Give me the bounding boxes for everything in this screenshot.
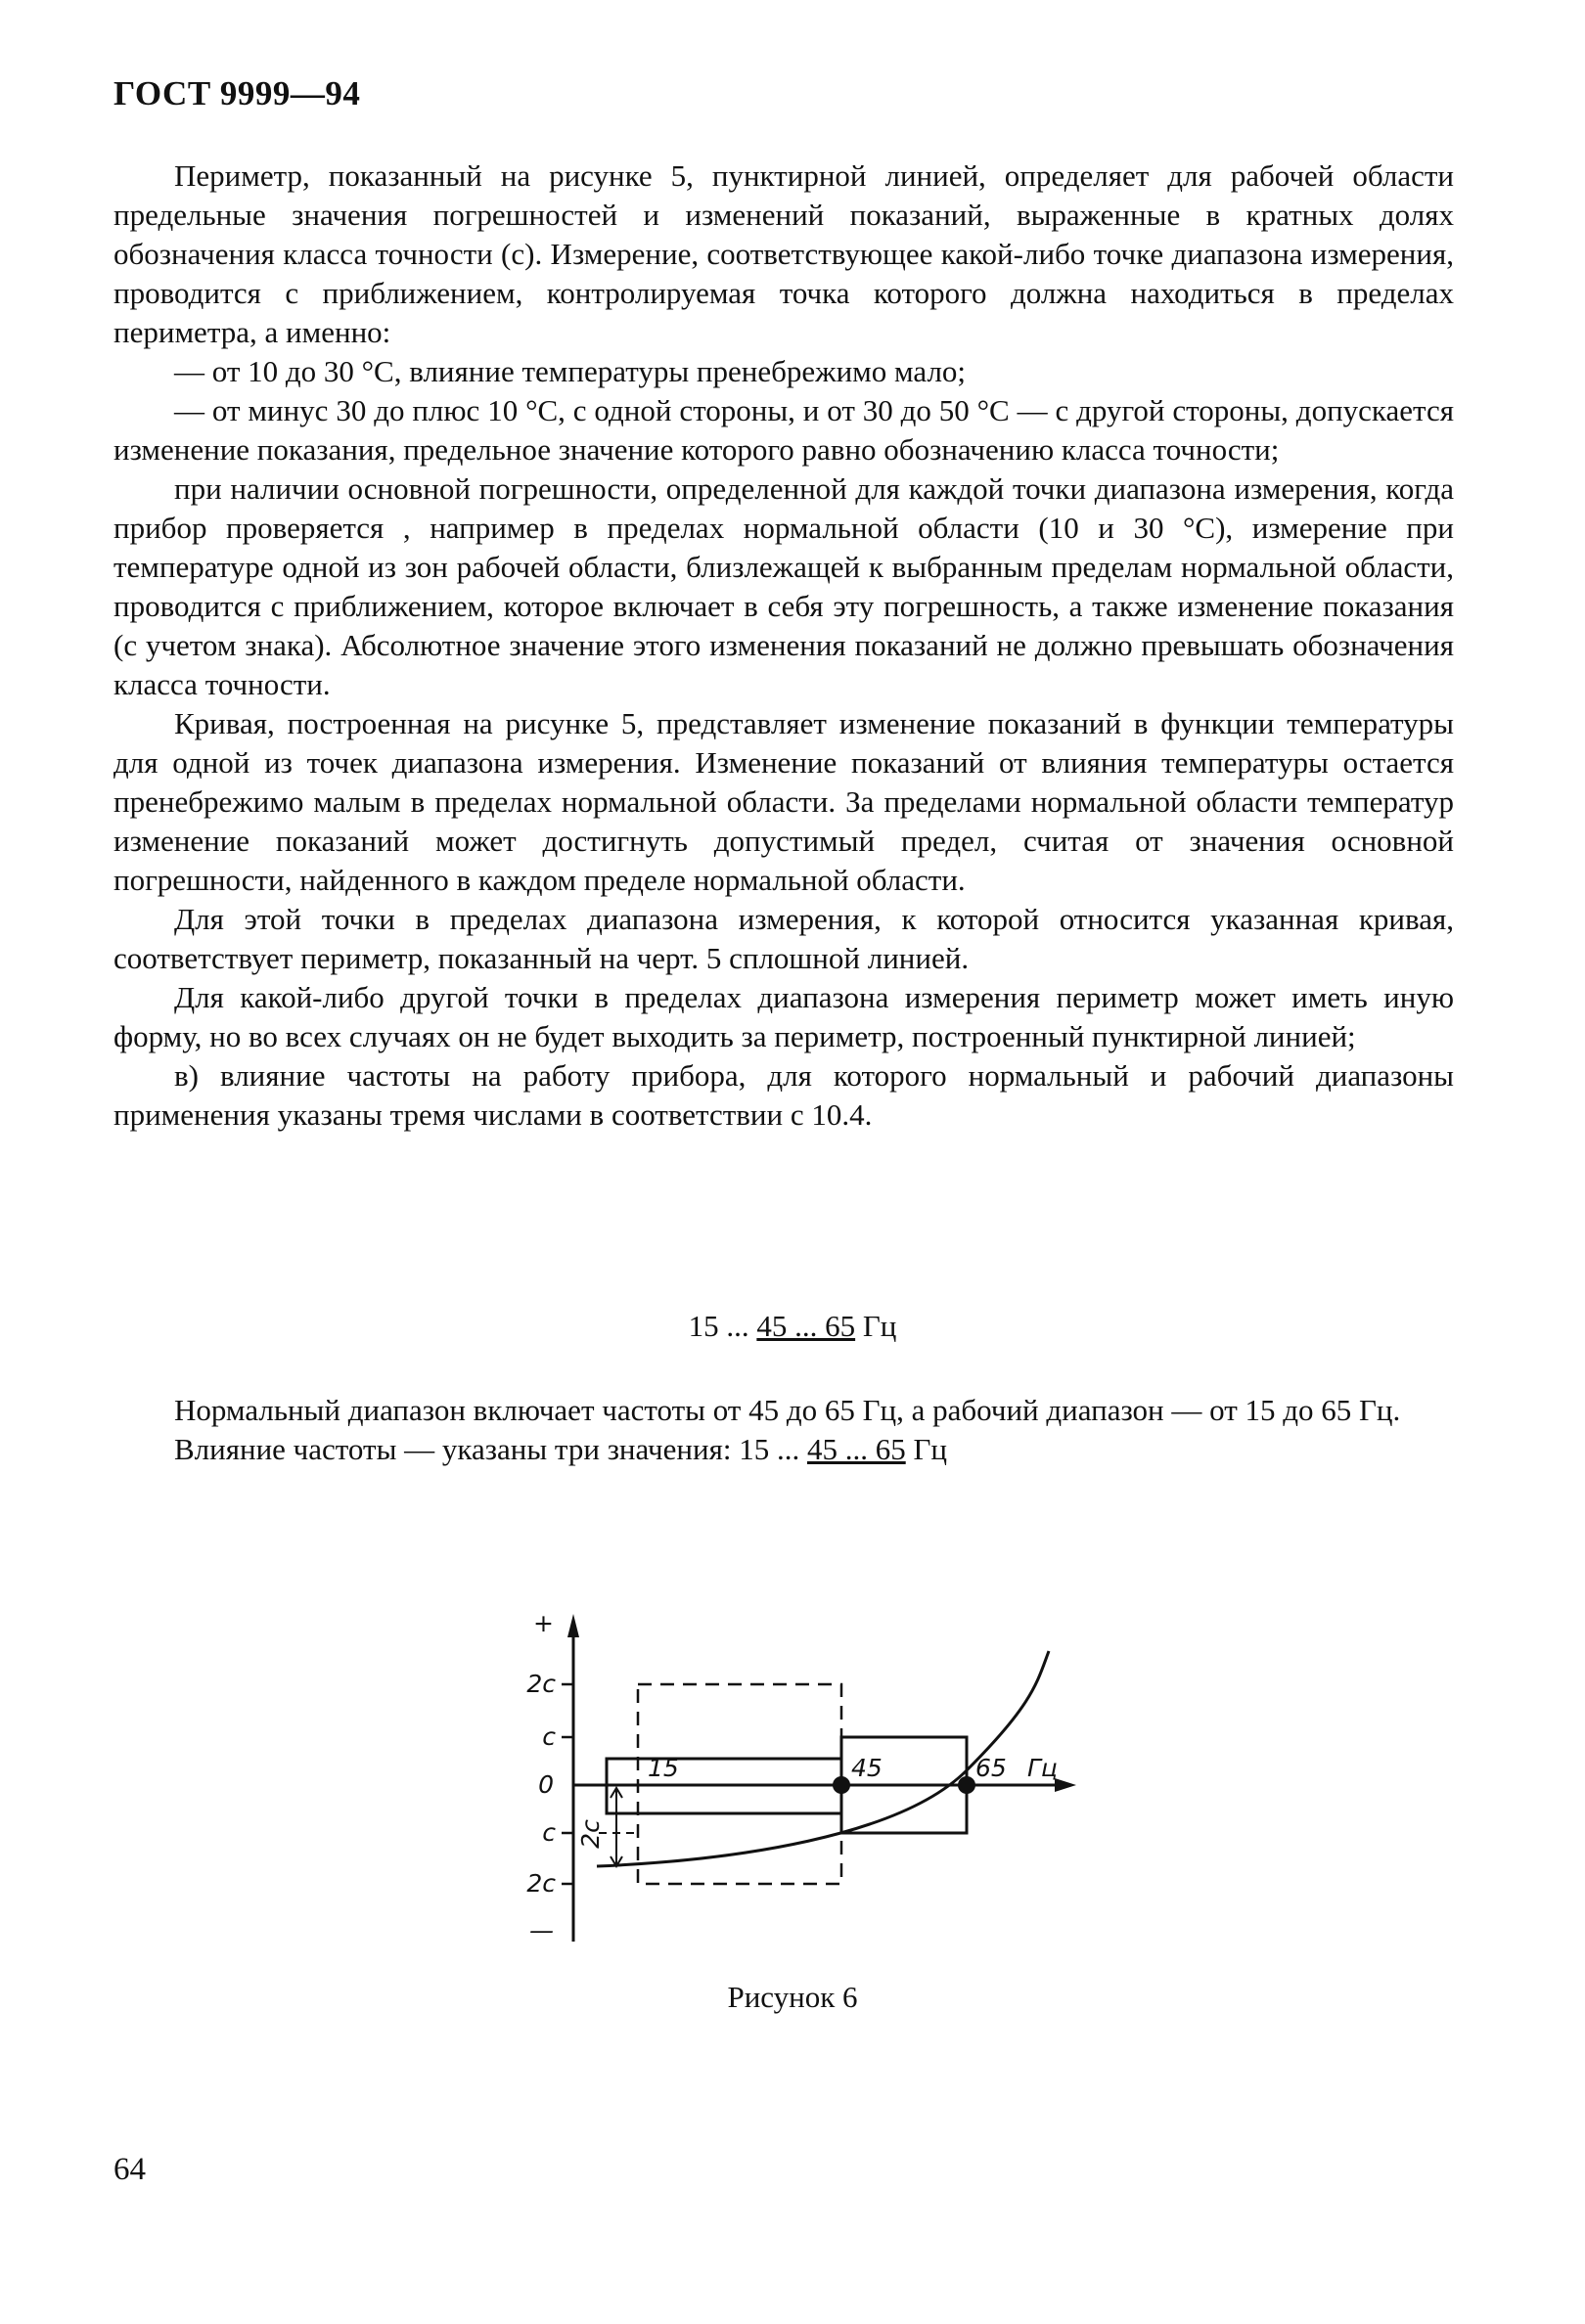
body-text-after-formula (113, 1391, 1454, 1469)
y-axis-arrow-icon (567, 1614, 579, 1637)
text-unit: Гц (905, 1432, 947, 1466)
y-label-2c-lower: 2c (526, 1869, 556, 1898)
y-label-2c-upper: 2c (526, 1670, 556, 1698)
x-label-15: 15 (648, 1754, 679, 1782)
paragraph: Для какой-либо другой точки в пределах диапазона измерения периметр может иметь иную форму, но во всех случаях он не будет выходить за периметр, построенный пунктирной линией; (113, 980, 1454, 1053)
x-axis-unit: Гц (1027, 1754, 1058, 1782)
y-label-minus: — (529, 1916, 554, 1944)
figure-6 (489, 1604, 1135, 1956)
page-number: 64 (113, 2152, 146, 2187)
paragraph: при наличии основной погрешности, определенной для каждой точки диапазона измерения, когда прибор проверяется , например в пределах нормальной области (10 и 30 °C), измерение при температуре одной из зон рабочей области, близлежащей к выбранным пределам нормальной области, проводится с приближением, которое включает в себя эту погрешность, а также изменение показания (с учетом знака). Абсолютное значение этого изменения показаний не должно превышать обозначения класса точности. (113, 471, 1454, 701)
point-65 (958, 1776, 975, 1794)
y-label-c-upper: c (542, 1722, 556, 1751)
paragraph: Нормальный диапазон включает частоты от 45 до 65 Гц, а рабочий диапазон — от 15 до 65 Гц. (174, 1393, 1401, 1427)
formula-underlined-part: 45 ... 65 (756, 1309, 856, 1343)
figure-caption: Рисунок 6 (727, 1980, 858, 2014)
point-45 (833, 1776, 850, 1794)
formula-part: 15 ... (688, 1309, 757, 1343)
frequency-diagram (489, 1604, 1135, 1956)
document-header: ГОСТ 9999—94 (113, 74, 361, 112)
underlined-values: 45 ... 65 (806, 1432, 906, 1466)
y-label-c-lower: c (542, 1818, 556, 1847)
paragraph: в) влияние частоты на работу прибора, для которого нормальный и рабочий диапазоны применения указаны тремя числами в соответствии с 10.4. (113, 1058, 1454, 1132)
paragraph: Кривая, построенная на рисунке 5, представляет изменение показаний в функции температуры для одной из точек диапазона измерения. Изменение показаний от влияния температуры остается пренебрежимо малым в пределах нормальной области. За пределами нормальной области температур изменение показаний может достигнуть допустимый предел, считая от значения основной погрешности, найденного в каждом пределе нормальной области. (113, 706, 1454, 897)
paragraph (113, 1430, 1454, 1469)
paragraph: — от 10 до 30 °C, влияние температуры пренебрежимо мало; (174, 354, 967, 388)
paragraph: Периметр, показанный на рисунке 5, пунктирной линией, определяет для рабочей области предельные значения погрешностей и изменений показаний, выраженные в кратных долях обозначения класса точности (c). Измерение, соответствующее какой-либо точке диапазона измерения, проводится с приближением, контролируемая точка которого должна находиться в пределах периметра, а именно: (113, 158, 1454, 349)
y-label-zero: 0 (538, 1770, 554, 1799)
frequency-formula (0, 1309, 1585, 1344)
body-text (113, 156, 1454, 1135)
text-part: Влияние частоты — указаны три значения: 15 ... (174, 1432, 807, 1466)
x-label-45: 45 (851, 1754, 883, 1782)
y-label-plus: + (533, 1609, 554, 1637)
paragraph: Для этой точки в пределах диапазона измерения, к которой относится указанная кривая, соответствует периметр, показанный на черт. 5 сплошной линией. (113, 902, 1454, 975)
formula-unit: Гц (855, 1309, 897, 1343)
span-label-2c: 2c (576, 1819, 605, 1849)
x-label-65: 65 (975, 1754, 1007, 1782)
paragraph: — от минус 30 до плюс 10 °C, с одной стороны, и от 30 до 50 °C — с другой стороны, допускается изменение показания, предельное значение которого равно обозначению класса точности; (113, 393, 1454, 467)
x-axis-arrow-icon (1055, 1778, 1076, 1792)
